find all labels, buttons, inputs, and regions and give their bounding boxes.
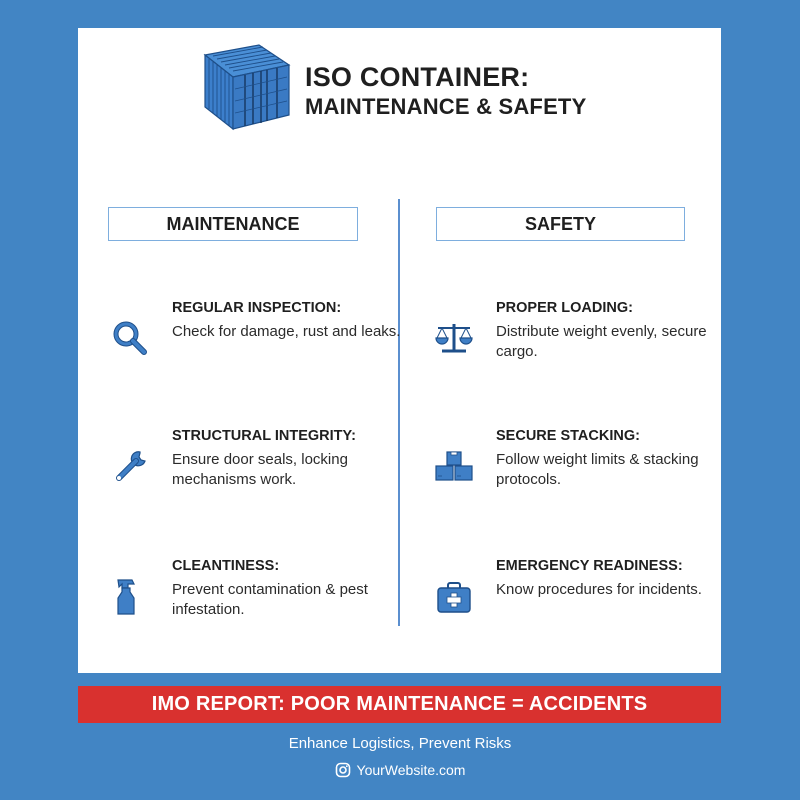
safety-item-stacking [434, 428, 714, 508]
maintenance-item-inspection [110, 300, 401, 380]
maintenance-item-cleanliness [110, 558, 390, 638]
item-description: Follow weight limits & stacking protocols. [496, 451, 699, 488]
item-title: CLEANTINESS: [172, 558, 280, 574]
maintenance-item-structural [110, 428, 390, 508]
item-title: SECURE STACKING: [496, 428, 640, 444]
page-title [305, 62, 586, 122]
safety-heading: SAFETY [436, 207, 685, 241]
spray-bottle-icon [110, 576, 150, 616]
shipping-container-icon [197, 43, 291, 131]
safety-item-emergency [434, 558, 714, 638]
item-description: Ensure door seals, locking mechanisms work. [172, 451, 348, 488]
item-title: REGULAR INSPECTION: [172, 300, 342, 316]
wrench-icon [110, 446, 150, 486]
maintenance-heading: MAINTENANCE [108, 207, 358, 241]
item-description: Check for damage, rust and leaks. [172, 323, 401, 340]
infographic-card [78, 28, 721, 673]
stacked-boxes-icon [434, 446, 474, 486]
item-title: EMERGENCY READINESS: [496, 558, 683, 574]
website-link[interactable] [0, 762, 800, 778]
first-aid-kit-icon [434, 576, 474, 616]
warning-banner: IMO REPORT: POOR MAINTENANCE = ACCIDENTS [78, 686, 721, 723]
balance-scale-icon [434, 318, 474, 358]
item-description: Prevent contamination & pest infestation. [172, 581, 368, 618]
tagline: Enhance Logistics, Prevent Risks [288, 735, 512, 752]
item-description: Know procedures for incidents. [496, 581, 702, 598]
column-divider [398, 199, 400, 626]
website-text[interactable]: YourWebsite.com [356, 762, 466, 778]
magnifier-icon [110, 318, 150, 358]
item-title: STRUCTURAL INTEGRITY: [172, 428, 356, 444]
item-description: Distribute weight evenly, secure cargo. [496, 323, 707, 360]
item-title: PROPER LOADING: [496, 300, 633, 316]
safety-item-loading [434, 300, 714, 380]
instagram-icon [335, 762, 351, 778]
title-line-2: MAINTENANCE & SAFETY [305, 94, 587, 119]
title-line-1: ISO CONTAINER: [305, 62, 530, 92]
